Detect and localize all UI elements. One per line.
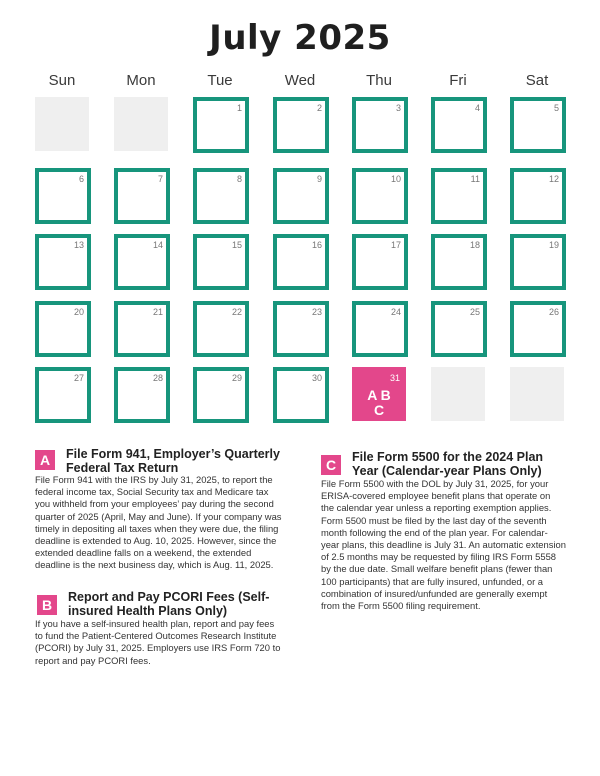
note-a-heading-line2: Federal Tax Return	[66, 461, 179, 475]
day-cell-1[interactable]	[193, 97, 249, 153]
day-cell-24[interactable]	[352, 301, 408, 357]
weekday-sat: Sat	[525, 72, 549, 89]
body-line: the calendar year unless a reporting exemption applies.	[321, 502, 552, 514]
note-c-badge: C	[321, 455, 341, 475]
note-b-body	[35, 618, 297, 667]
day-cell-29[interactable]	[193, 367, 249, 423]
day-cell-11[interactable]	[431, 168, 487, 224]
body-line: Form 5500 must be filed by the last day of the seventh	[321, 514, 547, 526]
day-cell-10[interactable]	[352, 168, 408, 224]
day-number: 9	[316, 174, 322, 184]
day-number: 5	[553, 103, 559, 113]
empty-day-cell	[114, 97, 168, 151]
day-cell-23[interactable]	[273, 301, 329, 357]
day-cell-14[interactable]	[114, 234, 170, 290]
weekday-thu: Thu	[366, 72, 392, 89]
day-number: 6	[78, 174, 84, 184]
day-number: 8	[236, 174, 242, 184]
note-c-body	[321, 478, 571, 612]
day-number: 13	[73, 240, 84, 250]
day-number: 21	[152, 307, 163, 317]
day-cell-30[interactable]	[273, 367, 329, 423]
empty-day-cell	[431, 367, 485, 421]
empty-day-cell	[35, 97, 89, 151]
page-title: July 2025	[209, 18, 391, 58]
day-number: 24	[390, 307, 401, 317]
body-line: deadline is extended to Aug. 10, 2025. However, since the	[35, 535, 277, 547]
day-number: 30	[311, 373, 322, 383]
day-cell-5[interactable]	[510, 97, 566, 153]
day-number: 25	[469, 307, 480, 317]
body-line: by the due date. Small welfare benefit plans (fewer than	[321, 563, 553, 575]
day-cell-13[interactable]	[35, 234, 91, 290]
day-cell-3[interactable]	[352, 97, 408, 153]
day-number: 28	[152, 373, 163, 383]
empty-day-cell	[510, 367, 564, 421]
note-c-heading-line1: File Form 5500 for the 2024 Plan	[352, 450, 544, 464]
weekday-sun: Sun	[48, 72, 76, 89]
body-line: you withheld from your employees’ pay during the second	[35, 498, 274, 510]
body-line: year plans, this deadline is July 31. An automatic extension	[321, 539, 566, 551]
body-line: extended deadline falls on a weekend, the extended	[35, 547, 252, 559]
day-number: 2	[316, 103, 322, 113]
day-number: 4	[474, 103, 480, 113]
note-c-heading-line2: Year (Calendar-year Plans Only)	[352, 464, 542, 478]
day-cell-19[interactable]	[510, 234, 566, 290]
day-cell-4[interactable]	[431, 97, 487, 153]
day-cell-22[interactable]	[193, 301, 249, 357]
body-line: to fund the Patient-Centered Outcomes Research Institute	[35, 630, 277, 642]
day-cell-6[interactable]	[35, 168, 91, 224]
day-cell-27[interactable]	[35, 367, 91, 423]
day-number: 11	[470, 174, 480, 184]
day-number: 15	[231, 240, 242, 250]
note-a-body	[35, 474, 297, 572]
day-cell-31-deadline[interactable]	[352, 367, 406, 421]
day-number: 16	[311, 240, 322, 250]
body-line: File Form 941 with the IRS by July 31, 2025, to report the	[35, 474, 273, 485]
day-number: 31	[389, 373, 400, 383]
body-line: report and pay PCORI fees.	[35, 654, 151, 666]
day-number: 3	[395, 103, 401, 113]
day-cell-2[interactable]	[273, 97, 329, 153]
body-line: If you have a self-insured health plan, report and pay fees	[35, 618, 275, 629]
deadline-marker-c: C	[373, 402, 385, 418]
day-number: 29	[231, 373, 242, 383]
weekday-tue: Tue	[207, 72, 233, 89]
body-line: deadline is the next business day, which is Aug. 11, 2025.	[35, 559, 274, 571]
day-number: 27	[73, 373, 84, 383]
day-cell-12[interactable]	[510, 168, 566, 224]
day-cell-25[interactable]	[431, 301, 487, 357]
day-number: 18	[469, 240, 480, 250]
day-cell-8[interactable]	[193, 168, 249, 224]
day-number: 22	[231, 307, 242, 317]
body-line: 100 participants) that are fully insured, unfunded, or a	[321, 575, 544, 587]
day-number: 23	[311, 307, 322, 317]
weekday-fri: Fri	[449, 72, 467, 89]
day-number: 26	[548, 307, 559, 317]
day-cell-21[interactable]	[114, 301, 170, 357]
day-number: 20	[73, 307, 84, 317]
body-line: (PCORI) by July 31, 2025. Employers use IRS Form 720 to	[35, 642, 281, 654]
day-number: 14	[152, 240, 163, 250]
day-number: 7	[157, 174, 163, 184]
note-b-badge: B	[37, 595, 57, 615]
day-cell-20[interactable]	[35, 301, 91, 357]
weekday-mon: Mon	[126, 72, 156, 89]
note-b-heading-line2: insured Health Plans Only)	[68, 604, 228, 618]
body-line: ERISA-covered employee benefit plans that operate on	[321, 490, 551, 502]
day-number: 1	[236, 103, 242, 113]
body-line: month following the end of the plan year. For calendar-	[321, 526, 548, 538]
body-line: File Form 5500 with the DOL by July 31, 2025, for your	[321, 478, 549, 489]
day-cell-7[interactable]	[114, 168, 170, 224]
day-cell-15[interactable]	[193, 234, 249, 290]
body-line: quarter of 2025 (April, May and June). If your company was	[35, 510, 282, 522]
day-cell-26[interactable]	[510, 301, 566, 357]
body-line: combination of insured/unfunded are generally exempt	[321, 587, 548, 599]
day-cell-9[interactable]	[273, 168, 329, 224]
day-number: 10	[390, 174, 401, 184]
note-a-badge: A	[35, 450, 55, 470]
day-number: 12	[548, 174, 559, 184]
day-cell-17[interactable]	[352, 234, 408, 290]
day-number: 19	[548, 240, 559, 250]
weekday-wed: Wed	[284, 72, 316, 89]
body-line: of 2.5 months may be requested by filing IRS Form 5558	[321, 551, 557, 563]
deadline-markers-ab: A B	[367, 387, 391, 403]
body-line: from the Form 5500 filing requirement.	[321, 600, 481, 612]
day-cell-16[interactable]	[273, 234, 329, 290]
body-line: federal income tax, Social Security tax and Medicare tax	[35, 486, 269, 498]
day-cell-28[interactable]	[114, 367, 170, 423]
day-cell-18[interactable]	[431, 234, 487, 290]
day-number: 17	[390, 240, 401, 250]
note-b-heading-line1: Report and Pay PCORI Fees (Self-	[68, 590, 270, 604]
note-a-heading-line1: File Form 941, Employer’s Quarterly	[66, 447, 280, 461]
body-line: timely in depositing all taxes when they were due, the filing	[35, 522, 279, 534]
